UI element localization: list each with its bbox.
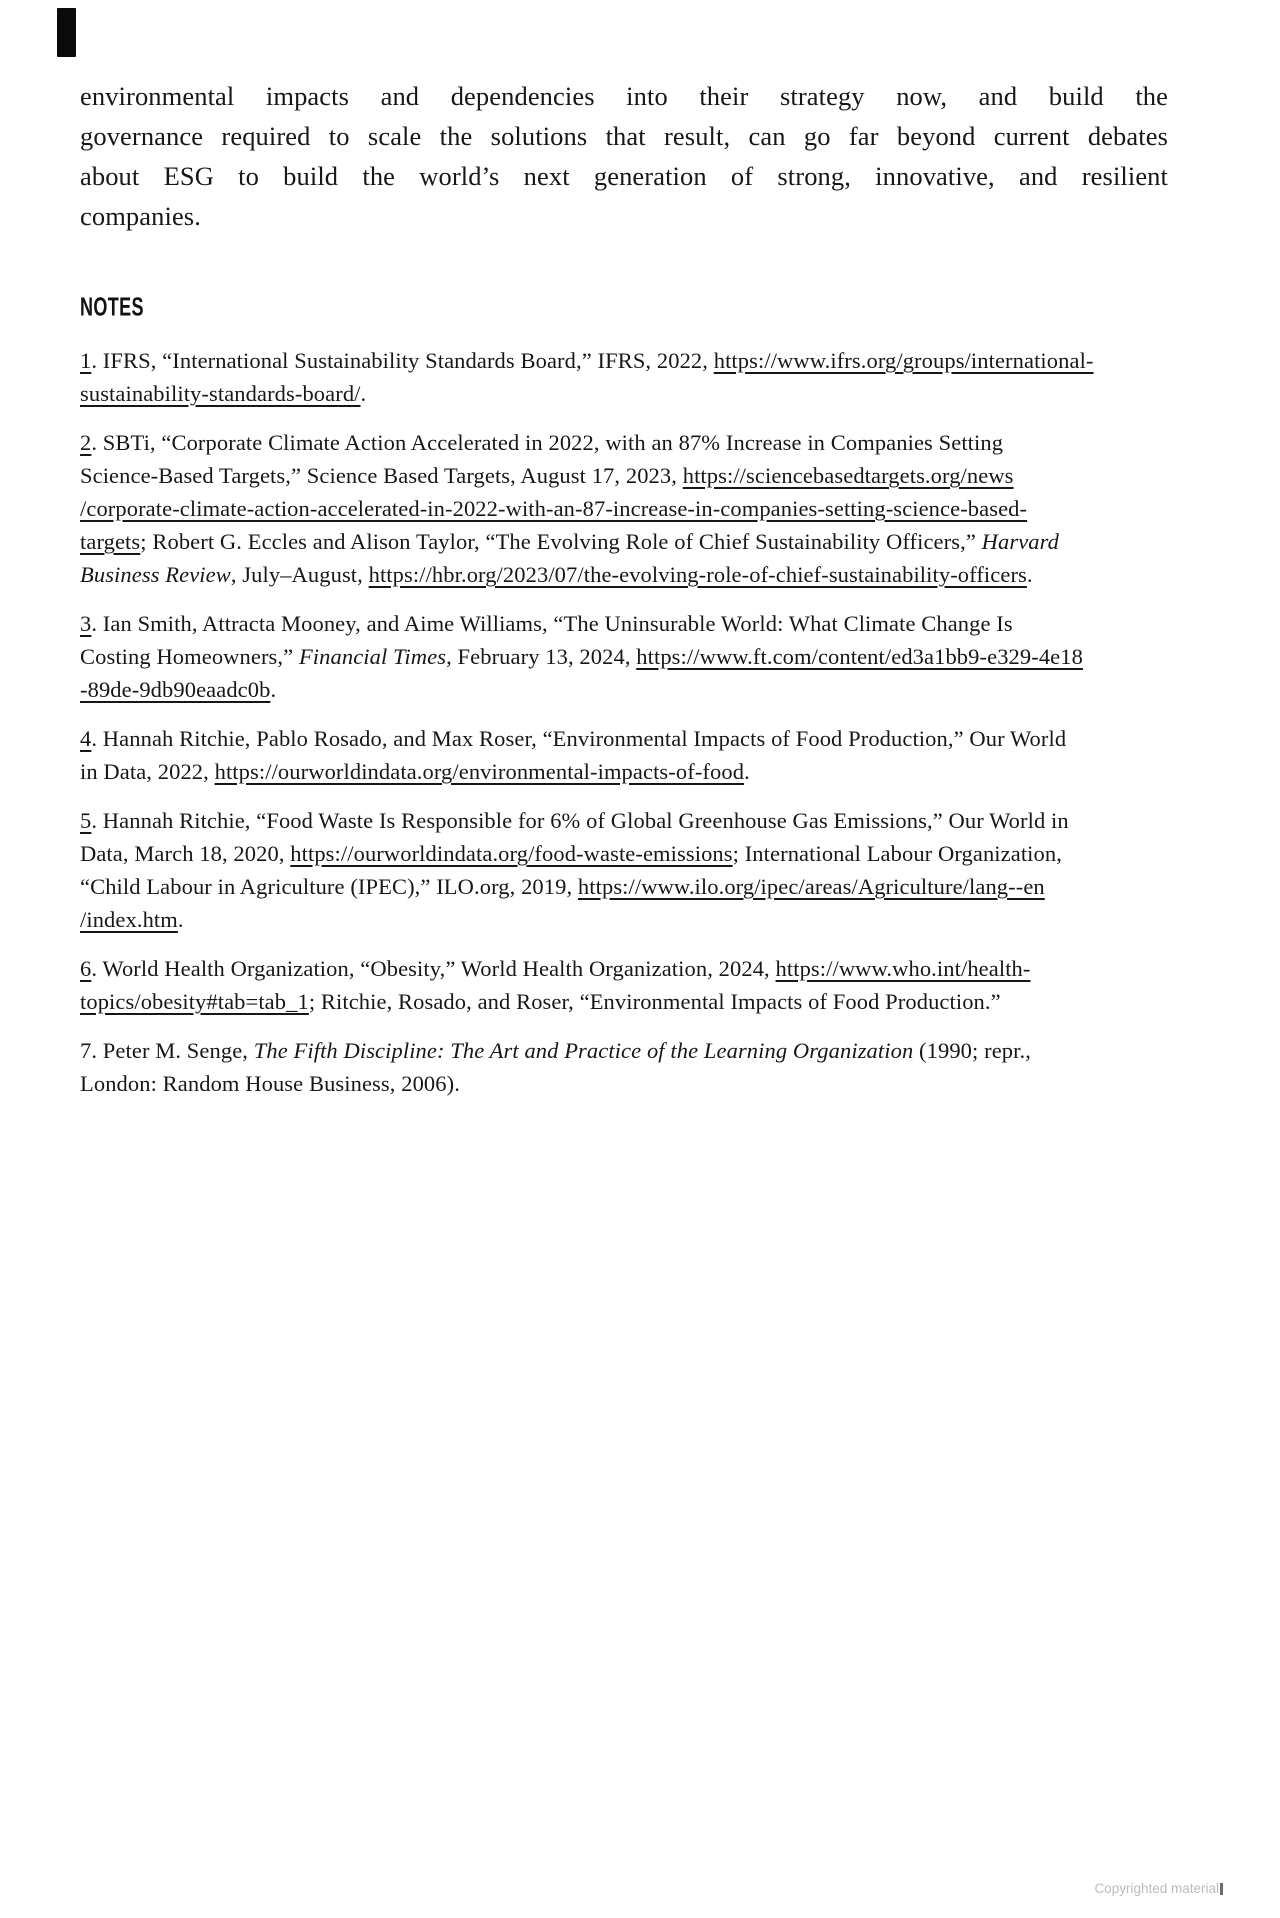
note-line	[80, 952, 1168, 985]
note-text: Science-Based Targets,” Science Based Targets, August 17, 2023,	[80, 463, 683, 488]
note-link[interactable]: https://ourworldindata.org/environmental-impacts-of-food	[214, 759, 745, 784]
paragraph-line: companies.	[80, 201, 201, 231]
note-link[interactable]: topics/obesity#tab=tab_1	[80, 989, 309, 1014]
note-link[interactable]: targets	[80, 529, 141, 554]
note-text: . IFRS, “International Sustainability Standards Board,” IFRS, 2022,	[91, 348, 714, 373]
note-italic-title: Business Review	[80, 562, 231, 587]
note-italic-title: Financial Times	[298, 644, 447, 669]
note	[80, 804, 1168, 936]
note-link[interactable]: 2	[80, 430, 92, 455]
note-link[interactable]: 3	[80, 611, 92, 636]
note-italic-title: The Fifth Discipline: The Art and Practice of the Learning Organization	[253, 1038, 914, 1063]
note-line	[80, 903, 1168, 936]
note-line	[80, 755, 1168, 788]
note-text: .	[1026, 562, 1033, 587]
note-italic-title: Harvard	[981, 529, 1060, 554]
body-paragraph	[80, 76, 1168, 236]
note-text: , July–August,	[230, 562, 369, 587]
note-text: .	[177, 907, 184, 932]
note-text: ; International Labour Organization,	[732, 841, 1062, 866]
note-line	[80, 1067, 1168, 1100]
note-text: .	[744, 759, 750, 784]
note-text: “Child Labour in Agriculture (IPEC),” ILO.org, 2019,	[80, 874, 578, 899]
paragraph-line: governance required to scale the solutions that result, can go far beyond current debates	[80, 121, 1168, 151]
note-link[interactable]: 1	[80, 348, 92, 373]
note-line	[80, 722, 1168, 755]
paragraph-line: environmental impacts and dependencies into their strategy now, and build the	[80, 81, 1168, 111]
note-text: Data, March 18, 2020,	[80, 841, 291, 866]
note-text: , February 13, 2024,	[446, 644, 637, 669]
notes-heading: NOTES	[80, 292, 144, 322]
notes-list	[80, 344, 1168, 1100]
note-line	[80, 492, 1168, 525]
note	[80, 1034, 1168, 1100]
note-link[interactable]: 5	[80, 808, 92, 833]
note-line	[80, 607, 1168, 640]
note	[80, 722, 1168, 788]
note-link[interactable]: https://www.ilo.org/ipec/areas/Agriculture/lang--en	[577, 874, 1045, 899]
note-text: (1990; repr.,	[913, 1038, 1031, 1063]
copyright-footer	[1094, 1881, 1223, 1896]
note-link[interactable]: https://www.ifrs.org/groups/international-	[713, 348, 1094, 373]
note-link[interactable]: https://sciencebasedtargets.org/news	[682, 463, 1014, 488]
note-link[interactable]: 4	[80, 726, 92, 751]
note-text: .	[270, 677, 277, 702]
note-line	[80, 837, 1168, 870]
note-link[interactable]: /corporate-climate-action-accelerated-in-2022-with-an-87-increase-in-companies-setting-science-based-	[80, 496, 1028, 521]
note-link[interactable]: -89de-9db90eaadc0b	[80, 677, 271, 702]
note-link[interactable]: https://ourworldindata.org/food-waste-emissions	[290, 841, 733, 866]
note-text: . Hannah Ritchie, Pablo Rosado, and Max Roser, “Environmental Impacts of Food Production,” Our World	[91, 726, 1067, 751]
scan-artifact-bar	[57, 8, 76, 57]
note-link[interactable]: 6	[80, 956, 92, 981]
note-line	[80, 870, 1168, 903]
note-link[interactable]: https://hbr.org/2023/07/the-evolving-role-of-chief-sustainability-officers	[368, 562, 1027, 587]
note	[80, 607, 1168, 706]
note-link[interactable]: https://www.ft.com/content/ed3a1bb9-e329-4e18	[636, 644, 1083, 669]
note-link[interactable]: /index.htm	[80, 907, 178, 932]
note-line	[80, 344, 1168, 377]
note	[80, 952, 1168, 1018]
note-text: . Ian Smith, Attracta Mooney, and Aime Williams, “The Uninsurable World: What Climate Change Is	[91, 611, 1013, 636]
note-text: . SBTi, “Corporate Climate Action Accelerated in 2022, with an 87% Increase in Companies Setting	[91, 430, 1004, 455]
note-link[interactable]: sustainability-standards-board/	[80, 381, 361, 406]
note-line	[80, 640, 1168, 673]
note-line	[80, 673, 1168, 706]
note-text: .	[360, 381, 367, 406]
scan-edge-tick	[1220, 1883, 1223, 1895]
note-text: in Data, 2022,	[80, 759, 215, 784]
paragraph-line: about ESG to build the world’s next generation of strong, innovative, and resilient	[80, 161, 1168, 191]
note	[80, 344, 1168, 410]
note-text: . Hannah Ritchie, “Food Waste Is Responsible for 6% of Global Greenhouse Gas Emissions,” Our World in	[91, 808, 1069, 833]
note-line	[80, 426, 1168, 459]
note-text: ; Ritchie, Rosado, and Roser, “Environmental Impacts of Food Production.”	[308, 989, 1001, 1014]
note	[80, 426, 1168, 591]
note-text: 7. Peter M. Senge,	[80, 1038, 254, 1063]
page-content	[80, 76, 1168, 1116]
note-line	[80, 804, 1168, 837]
note-text: London: Random House Business, 2006).	[80, 1071, 460, 1096]
note-line	[80, 558, 1168, 591]
note-text: Costing Homeowners,”	[80, 644, 299, 669]
note-text: . World Health Organization, “Obesity,” World Health Organization, 2024,	[91, 956, 776, 981]
note-line	[80, 1034, 1168, 1067]
note-line	[80, 985, 1168, 1018]
note-link[interactable]: https://www.who.int/health-	[775, 956, 1031, 981]
note-line	[80, 459, 1168, 492]
note-line	[80, 525, 1168, 558]
note-line	[80, 377, 1168, 410]
copyright-label: Copyrighted material	[1094, 1881, 1219, 1896]
note-text: ; Robert G. Eccles and Alison Taylor, “The Evolving Role of Chief Sustainability Officers,”	[140, 529, 982, 554]
